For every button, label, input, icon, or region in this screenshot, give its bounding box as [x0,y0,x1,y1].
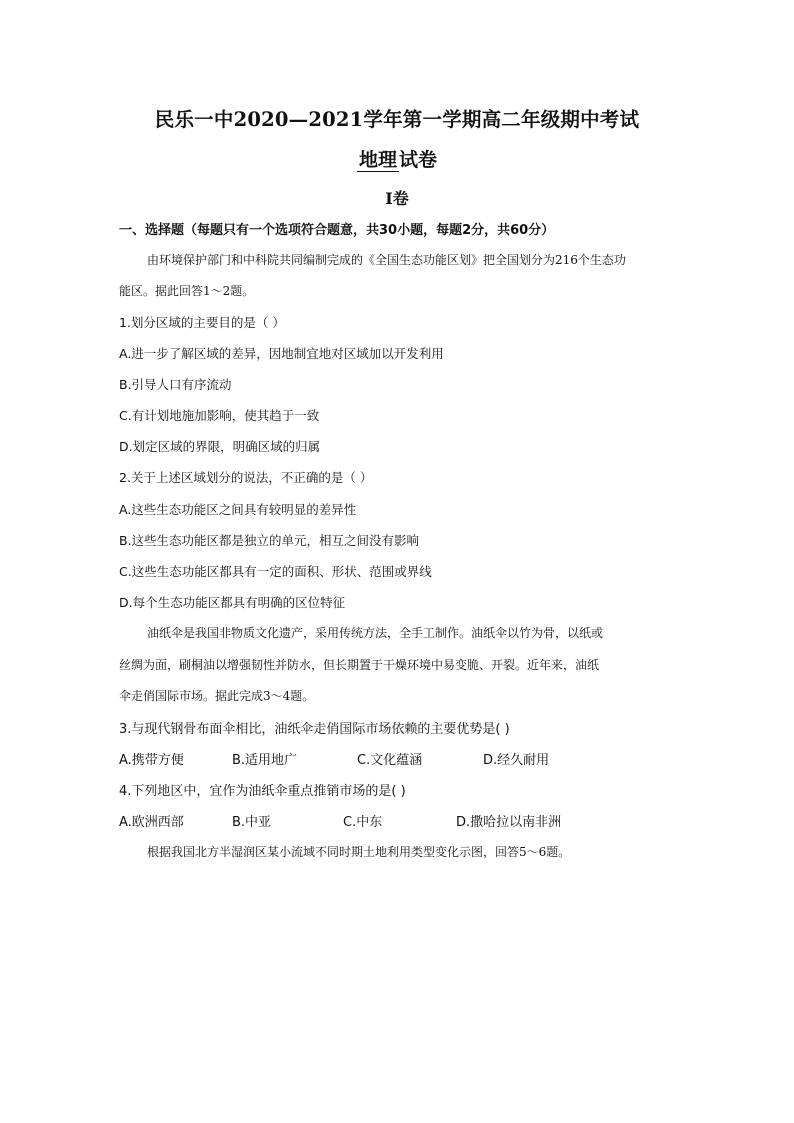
question-3-stem: 3.与现代钢骨布面伞相比，油纸伞走俏国际市场依赖的主要优势是( ) [119,722,510,737]
question-1-option-c: C.有计划地施加影响，使其趋于一致 [119,408,320,423]
exam-title: 民乐一中2020—2021学年第一学期高二年级期中考试 [154,108,640,131]
question-1-option-a: A.进一步了解区域的差异，因地制宜地对区域加以开发利用 [119,346,444,361]
question-3-option-b: B.适用地广 [232,753,298,768]
material-1-line-2: 能区。据此回答1～2题。 [119,284,255,298]
section-heading: 一、选择题（每题只有一个选项符合题意，共30小题，每题2分，共60分） [119,223,555,238]
material-2-line-2: 丝绸为面，刷桐油以增强韧性并防水，但长期置于干燥环境中易变脆、开裂。近年来，油纸 [119,658,600,672]
material-2-line-3: 伞走俏国际市场。据此完成3～4题。 [119,689,315,703]
question-1-stem: 1.划分区域的主要目的是（ ） [119,315,285,330]
question-3-option-a: A.携带方便 [119,753,184,768]
question-4-option-d: D.撒哈拉以南非洲 [456,815,562,830]
material-2-line-1: 油纸伞是我国非物质文化遗产，采用传统方法，全手工制作。油纸伞以竹为骨，以纸或 [147,626,604,640]
question-4-stem: 4.下列地区中，宜作为油纸伞重点推销市场的是( ) [119,784,406,799]
subject-line [0,145,794,172]
question-4-option-c: C.中东 [343,815,383,830]
question-1-option-d: D.划定区域的界限，明确区域的归属 [119,439,321,454]
material-3-line-1: 根据我国北方半湿润区某小流域不同时期土地利用类型变化示图，回答5～6题。 [147,845,571,859]
question-2-option-c: C.这些生态功能区都具有一定的面积、形状、范围或界线 [119,564,432,579]
question-2-option-d: D.每个生态功能区都具有明确的区位特征 [119,595,346,610]
material-1-line-1: 由环境保护部门和中科院共同编制完成的《全国生态功能区划》把全国划分为216个生态功 [147,253,626,267]
question-4-option-a: A.欧洲西部 [119,815,184,830]
question-2-option-a: A.这些生态功能区之间具有较明显的差异性 [119,502,357,517]
volume-label: I卷 [385,189,409,208]
paper-label: 试卷 [399,149,438,171]
question-2-stem: 2.关于上述区域划分的说法，不正确的是（ ） [119,470,373,485]
subject-name: 地理 [358,149,397,171]
question-2-option-b: B.这些生态功能区都是独立的单元，相互之间没有影响 [119,533,420,548]
question-4-option-b: B.中亚 [232,815,272,830]
question-3-option-c: C.文化蕴涵 [357,753,423,768]
question-3-option-d: D.经久耐用 [483,753,550,768]
question-1-option-b: B.引导人口有序流动 [119,377,232,392]
